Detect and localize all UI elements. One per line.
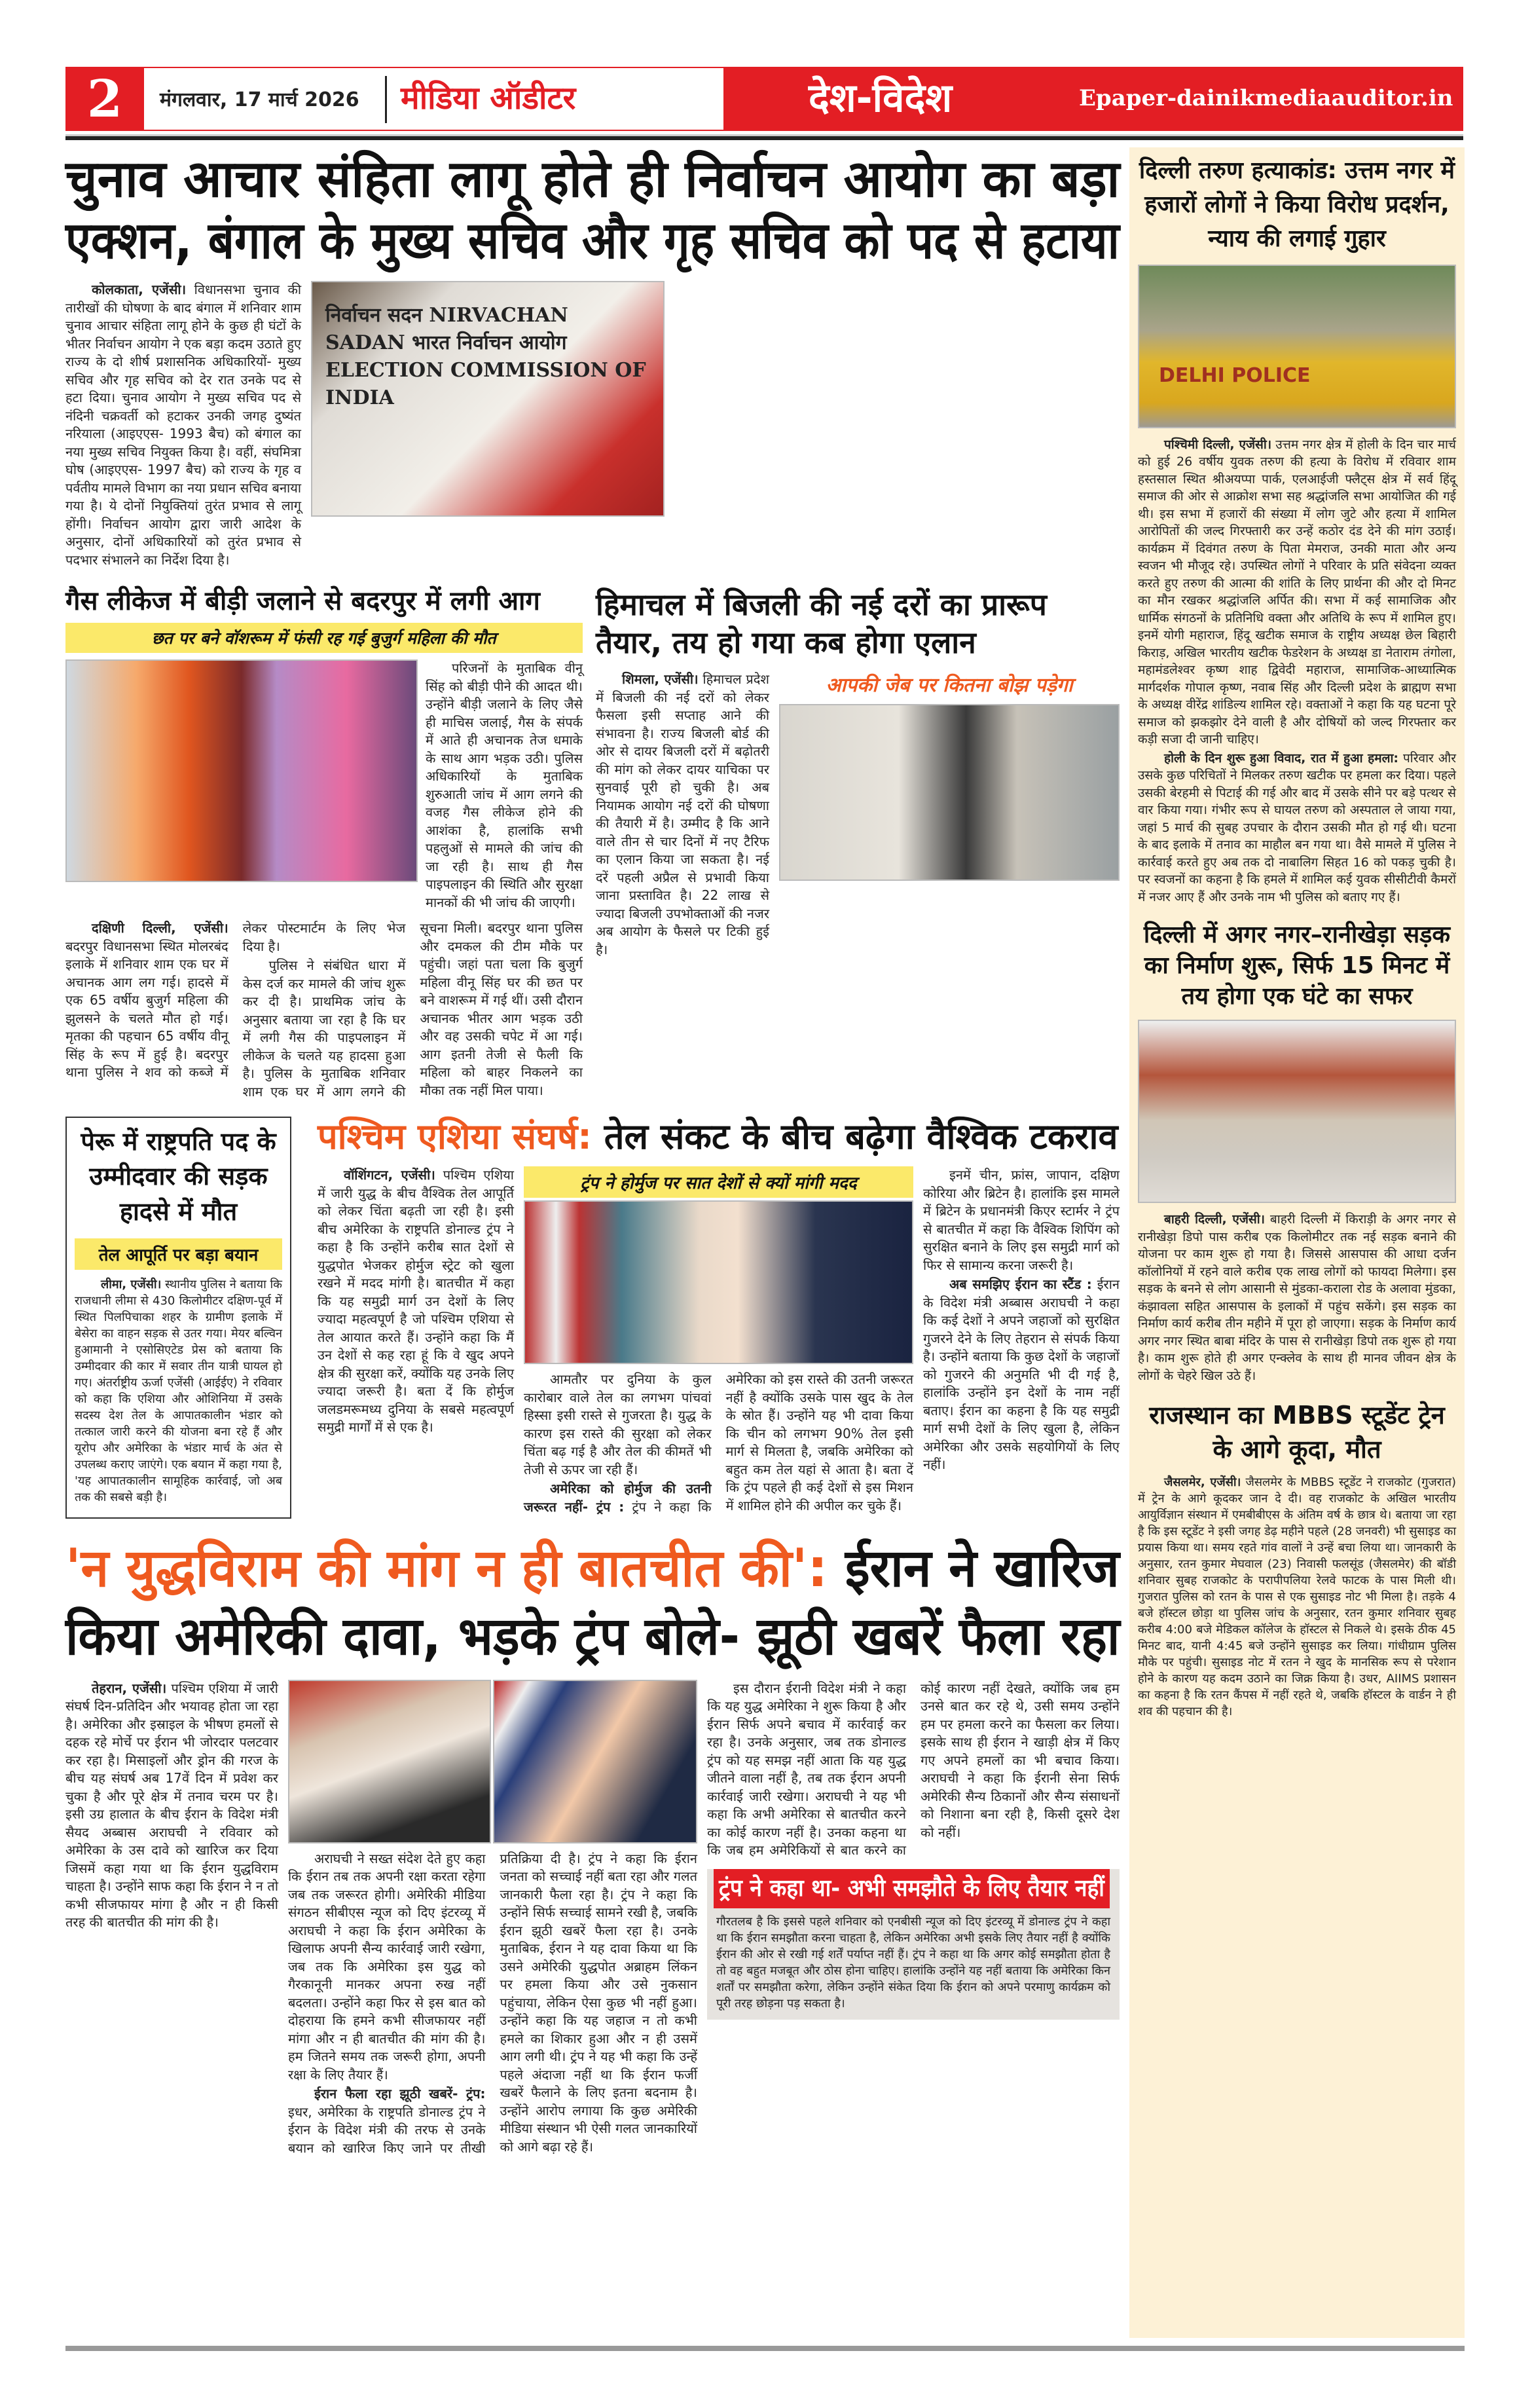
peru-westasia-row: [65, 1117, 1120, 1519]
fire-and-victim-photo: [65, 659, 418, 882]
peru-headline: पेरू में राष्ट्रपति पद के उम्मीदवार की सड़क हादसे में मौत: [81, 1127, 276, 1226]
article-text: हिमाचल प्रदेश में बिजली की नई दरों को लेकर फैसला इसी सप्ताह आने की संभावना है। राज्य बिजली बोर्ड की ओर से दायर बिजली दरों में बढ़ोतरी की मांग को लेकर दायर याचिका पर सुनवाई पूरी हो चुकी है। अब नियामक आयोग नई दरों की घोषणा की तैयारी में है। उम्मीद है कि आने वाले तीन से चार दिनों में नए टैरिफ का एलान किया जा सकता है। नई दरें पहली अप्रैल से प्रभावी किया जाना प्रस्तावित है। 22 लाख से ज्यादा बिजली उपभोक्ताओं की नजर अब आयोग के फैसले पर टिकी हुई है।: [596, 671, 769, 957]
masthead-rule: [65, 134, 1463, 140]
site-link-wrap: [55, 85, 1453, 111]
lead-headline-line1: चुनाव आचार संहिता लागू होते ही निर्वाचन आयोग का बड़ा: [65, 150, 1120, 209]
main-news-area: [65, 149, 1120, 2157]
lead-headline: [65, 149, 1120, 272]
barricade-text: DELHI POLICE: [1159, 363, 1311, 387]
iran-right: [707, 1680, 1120, 1860]
subhead: होली के दिन शुरू हुआ विवाद, रात में हुआ हमला:: [1164, 750, 1398, 766]
headline-line2: किया अमेरिकी दावा, भड़के ट्रंप बोले- झूठी खबरें फैला रहा: [65, 1605, 1120, 1667]
gas-headline-wrap: [65, 586, 583, 616]
subhead: ईरान फैला रहा झूठी खबरें- ट्रंप:: [314, 2086, 486, 2102]
headline-main: ईरान ने खारिज: [845, 1537, 1120, 1599]
himachal-article: [596, 671, 769, 960]
himachal-photo-block: [779, 671, 1120, 881]
dateline: तेहरान, एजेंसी।: [92, 1680, 167, 1696]
dateline: कोलकाता, एजेंसी।: [92, 282, 187, 298]
gas-photo-row: [65, 659, 583, 913]
iran-headline-line2-wrap: [65, 1602, 1120, 1671]
trump-photo-caption: ट्रंप ने होर्मुज पर सात देशों से क्यों मांगी मदद: [580, 1174, 857, 1194]
headline-main: तेल संकट के बीच बढ़ेगा वैश्विक टकराव: [604, 1116, 1118, 1158]
masthead-bar: [65, 67, 1463, 131]
road-construction-photo: [1138, 1020, 1456, 1203]
issue-date: मंगलवार, 17 मार्च 2026: [160, 88, 359, 111]
araghchi-photo: [288, 1680, 491, 1843]
west-asia-headline: [318, 1117, 1120, 1157]
delhi-police-barricade-photo: [1138, 265, 1456, 428]
dateline: लीमा, एजेंसी।: [101, 1277, 162, 1291]
article-text: ट्रंप ने कहा कि अमेरिका को इस रास्ते की उतनी जरूरत नहीं है क्योंकि उसके पास खुद के तेल के स्रोत हैं। उन्होंने यह भी दावा किया कि चीन को लगभग 90% तेल इसी मार्ग से मिलता है, जबकि अमेरिका को बहुत कम तेल यहां से आता है। बता दें कि ट्रंप पहले ही कई देशों से इस मिशन में शामिल होने की अपील कर चुके हैं।: [632, 1371, 913, 1515]
box-title: ट्रंप ने कहा था- अभी समझौते के लिए तैयार नहीं: [719, 1874, 1104, 1902]
west-asia-cols: [318, 1166, 1120, 1516]
west-asia-mid: [524, 1371, 913, 1516]
delhi-headline: दिल्ली तरुण हत्याकांड: उत्तम नगर में हजारों लोगों ने किया विरोध प्रदर्शन, न्याय की लगाई गुहार: [1139, 157, 1455, 253]
iran-headline-line1: [65, 1534, 1120, 1602]
article-text: परिजनों के मुताबिक वीनू सिंह को बीड़ी पीने की आदत थी। उन्होंने बीड़ी जलाने के लिए जैसे ही माचिस जलाई, गैस के संपर्क में आते ही अचानक तेज धमाके के साथ आग भड़क उठी। पुलिस अधिकारियों के मुताबिक शुरुआती जांच में आग लगने की वजह गैस लीकेज होने की आशंका है, हालांकि सभी पहलुओं से मामले की जांच की जा रही है। साथ ही गैस पाइपलाइन की स्थिति और सुरक्षा मानकों की भी जांच की जाएगी।: [426, 660, 583, 910]
iran-photos: [288, 1680, 697, 1843]
headline-quote: 'न युद्धविराम की मांग न ही बातचीत की':: [65, 1537, 828, 1599]
article-text: पश्चिम एशिया में जारी संघर्ष दिन-प्रतिदिन और भयावह होता जा रहा है। अमेरिका और इस्राइल के भीषण हमलों से दहक रहे मोर्चे पर ईरान भी जोरदार पलटवार कर रहा है। मिसाइलों और ड्रोन की गरज के बीच यह संघर्ष अब 17वें दिन में प्रवेश कर चुका है और पूरे क्षेत्र में तनाव चरम पर है। इसी उग्र हालात के बीच ईरान के विदेश मंत्री सैयद अब्बास अराघची ने रविवार को अमेरिका के उस दावे को खारिज कर दिया जिसमें कहा गया था कि ईरान युद्धविराम चाहता है। उन्होंने साफ कहा कि ईरान ने न तो कभी सीजफायर मांगा है और न ही किसी तरह की बातचीत की मांग की है।: [65, 1680, 278, 1931]
gas-subhead-wrap: [65, 623, 583, 653]
subhead: अब समझिए ईरान का स्टैंड :: [949, 1276, 1092, 1293]
dateline: वॉशिंगटन, एजेंसी।: [344, 1167, 435, 1183]
west-asia-col1: [318, 1166, 514, 1438]
trump-portrait-photo: [493, 1680, 697, 1843]
article-text: पश्चिम एशिया में जारी युद्ध के बीच वैश्विक तेल आपूर्ति को लेकर चिंता बढ़ती जा रही है। इसी बीच अमेरिका के राष्ट्रपति डोनाल्ड ट्रंप ने कहा है कि उन्होंने करीब सात देशों से युद्धपोत भेजकर होर्मुज स्ट्रेट को खुला रखने में मदद मांगी है। बातचीत में कहा कि यह समुद्री मार्ग उन देशों के लिए ज्यादा महत्वपूर्ण है जो पश्चिम एशिया से तेल आयात करते हैं। उन्होंने कहा कि मैं उन देशों से कह रहा हूं कि वे खुद अपने क्षेत्र की सुरक्षा करें, क्योंकि यह उनके लिए ज्यादा जरूरी है। बता दें कि होर्मुज जलडमरूमध्य दुनिया के सबसे महत्वपूर्ण समुद्री मार्गों में से एक है।: [318, 1167, 514, 1436]
subhead: अमेरिका को होर्मुज की उतनी जरूरत नहीं- ट्रंप :: [524, 1481, 712, 1515]
iran-headline: [65, 1534, 1120, 1671]
article-text: इधर, अमेरिका के राष्ट्रपति डोनाल्ड ट्रंप ने ईरान के विदेश मंत्री की तरफ से उनके बयान को खारिज किए जाने पर तीखी प्रतिक्रिया दी है। ट्रंप ने कहा कि ईरान जनता को सच्चाई नहीं बता रहा और गलत जानकारी फैला रहा है। ट्रंप ने कहा कि उन्होंने सिर्फ सच्चाई सामने रखी है, जबकि ईरान झूठी खबरें फैला रहा है। उनके मुताबिक, ईरान ने यह दावा किया था कि उसने अमेरिकी युद्धपोत अब्राहम लिंकन पर हमला किया और उसे नुकसान पहुंचाया, लेकिन ऐसा कुछ भी नहीं हुआ। उन्होंने कहा कि यह जहाज न तो कभी हमले का शिकार हुआ और न ही उसमें आग लगी थी। ट्रंप ने यह भी कहा कि उन्हें पहले अंदाजा नहीं था कि ईरान फर्जी खबरें फैलाने के लिए इतना बदनाम है। उन्होंने आरोप लगाया कि कुछ अमेरिकी मीडिया संस्थान भी ऐसी गलत जानकारियों को आगे बढ़ा रहे हैं।: [288, 1850, 697, 2156]
article-text: बाहरी दिल्ली में किराड़ी के अगर नगर से रानीखेड़ा डिपो पास करीब एक किलोमीटर तक नई सड़क बनाने की योजना पर काम शुरू हो गया है। जिससे आसपास की आधा दर्जन कॉलोनियों में रहने वाले करीब एक लाख लोगों को फायदा मिलेगा। इस सड़क के बनने से लोग आसानी से मुंडका-कराला रोड के अलावा मुंडका, कंझावला सहित आसपास के इलाकों में पहुंच सकेंगे। इस सड़क का निर्माण कार्य करीब तीन महीने में पूरा हो जाएगा। सड़क के निर्माण कार्य अगर नगर स्थित बाबा मंदिर के पास से रानीखेड़ा डिपो तक शुरू हो गया है। काम शुरू होते ही अगर एन्क्लेव के साथ ही मानव जीवन क्षेत्र के लोगों के चेहरे खिल उठे हैं।: [1138, 1212, 1457, 1383]
dateline: दक्षिणी दिल्ली, एजेंसी।: [92, 920, 228, 936]
gas-subhead: छत पर बने वॉशरूम में फंसी रह गई बुजुर्ग महिला की मौत: [152, 629, 496, 648]
article-text: पुलिस ने संबंधित धारा में केस दर्ज कर मामले की जांच शुरू कर दी है। प्राथमिक जांच के अनुसार बताया जा रहा है कि घर में लगी गैस की पाइपलाइन में लीकेज के चलते यह हादसा हुआ है। पुलिस के मुताबिक शनिवार शाम एक घर में आग लगने की सूचना मिली। बदरपुर थाना पुलिस और दमकल की टीम मौके पर पहुंची। जहां पता चला कि बुजुर्ग महिला वीनू सिंह घर की छत पर बने वाशरूम में गई थीं। उसी दौरान अचानक भीतर आग भड़क उठी और वह उसकी चपेट में आ गई। आग इतनी तेजी से फैली कि महिला को बाहर निकलने का मौका तक नहीं मिल पाया।: [242, 920, 583, 1100]
iran-story-row: [65, 1680, 1120, 2158]
iran-mid: [288, 1850, 697, 2158]
iran-mid-block: [288, 1680, 697, 2158]
delhi-article: [1138, 436, 1456, 908]
article-text: उत्तम नगर क्षेत्र में होली के दिन चार मार्च को हुई 26 वर्षीय युवक तरुण की हत्या के विरोध में रविवार शाम हस्तसाल स्थित श्रीअयप्पा पार्क, एलआईजी फ्लैट्स क्षेत्र में सर्व हिंदू समाज की ओर से आक्रोश सभा सह श्रद्धांजलि सभा आयोजित की गई थी। इस सभा में हजारों की संख्या में लोग जुटे और हत्या में शामिल आरोपितों की जल्द गिरफ्तारी कर उन्हें कठोर दंड देने की मांग उठाई। कार्यक्रम में दिवंगत तरुण के पिता मेमराज, उनकी माता और अन्य स्वजन भी मौजूद रहे। उपस्थित लोगों ने परिवार के प्रति संवेदना व्यक्त करते हुए तरुण की आत्मा की शांति के लिए प्रार्थना की और दो मिनट का मौन रखकर श्रद्धांजलि अर्पित की। सभा में कई सामाजिक और धार्मिक संगठनों के प्रतिनिधि वक्ता और अतिथि के रूप में शामिल हुए। इनमें योगी महाराज, हिंदू खटीक समाज के राष्ट्रीय अध्यक्ष छेल बिहारी किराड़, अखिल भारतीय खटीक फेडरेशन के अध्यक्ष डा नेताराम तंगोला, महामंडलेश्वर कृष्ण शाह द्विवेदी महाराज, सामाजिक-आध्यात्मिक मार्गदर्शक गोपाल कृष्ण, नवाब सिंह और दिल्ली प्रदेश के ब्राह्मण सभा के अध्यक्ष वीरेंद्र शांडिल्य शामिल रहे। वक्ताओं ने कहा कि यह घटना पूरे समाज को झकझोर देने वाली है और दोषियों को जल्द गिरफ्तार कर कड़ी सजा दी जानी चाहिए।: [1138, 437, 1456, 747]
page-bottom-rule: [65, 2346, 1465, 2351]
mbbs-article: [1138, 1474, 1456, 1721]
peru-subhead: तेल आपूर्ति पर बड़ा बयान: [75, 1238, 282, 1270]
article-text: इस दौरान ईरानी विदेश मंत्री ने कहा कि यह युद्ध अमेरिका ने शुरू किया है और ईरान सिर्फ अपने बचाव में कार्रवाई कर रहा है। उनके अनुसार, जब तक डोनाल्ड ट्रंप को यह समझ नहीं आता कि यह युद्ध जीतने वाला नहीं है, तब तक ईरान अपनी कार्रवाई जारी रखेगा। अराघची ने यह भी कहा कि अभी अमेरिका से बातचीत करने का कोई कारण नहीं है। उनका कहना था कि जब हम अमेरिकियों से बात करने का कोई कारण नहीं देखते, क्योंकि जब हम उनसे बात कर रहे थे, उसी समय उन्होंने हम पर हमला करने का फैसला कर लिया। इसके साथ ही ईरान ने खाड़ी क्षेत्र में किए गए अपने हमलों का भी बचाव किया। अराघची ने कहा कि ईरानी सेना सिर्फ अमेरिकी सैन्य ठिकानों और सैन्य संसाधनों को निशाना बना रही है, किसी दूसरे देश को नहीं।: [707, 1680, 1120, 1859]
page-number: 2: [86, 69, 123, 129]
article-text: बदरपुर विधानसभा स्थित मोलरबंद इलाके में शनिवार शाम एक घर में अचानक आग लग गई। हादसे में एक 65 वर्षीय बुजुर्ग महिला की झुलसने के चलते मौत हो गई। मृतका की पहचान 65 वर्षीय वीनू सिंह के रूप में हुई है। बदरपुर थाना पुलिस ने शव को कब्जे में लेकर पोस्टमार्टम के लिए भेज दिया है।: [65, 920, 406, 1081]
lead-story-row: [65, 281, 1120, 570]
lead-headline-line1-wrap: [65, 149, 1120, 211]
site-link[interactable]: Epaper-dainikmediaauditor.in: [1079, 85, 1453, 111]
gas-article-right: [426, 659, 583, 913]
article-text: स्थानीय पुलिस ने बताया कि राजधानी लीमा से 430 किलोमीटर दक्षिण-पूर्व में स्थित पिलपिचाका शहर के ग्रामीण इलाके में बेसेरा का वाहन सड़क से उतर गया। मेयर बल्विन हुआमानी ने एसोसिएटेड प्रेस को बताया कि उम्मीदवार की कार में सवार तीन यात्री घायल हो गए। अंतर्राष्ट्रीय ऊर्जा एजेंसी (आईईए) ने रविवार को कहा कि एशिया और ओशिनिया में उसके सदस्य देश तेल के आपातकालीन भंडार को तत्काल जारी करने की योजना बना रहे हैं और यूरोप और अमेरिका के भंडार मार्च के अंत से उपलब्ध कराए जाएंगे। एक बयान में कहा गया है, 'यह आपातकालीन सामूहिक कार्रवाई, जो अब तक की सबसे बड़ी है।: [75, 1277, 282, 1504]
west-asia-col4: [923, 1166, 1120, 1475]
election-commission-photo: [311, 281, 665, 517]
road-headline: दिल्ली में अगर नगर–रानीखेड़ा सड़क का निर्माण शुरू, सिर्फ 15 मिनट में तय होगा एक घंटे का सफर: [1143, 921, 1451, 1010]
trump-photo: [524, 1200, 913, 1364]
himachal-body-row: [596, 671, 1120, 960]
electricity-meter-photo: [779, 704, 1120, 881]
article-text: विधानसभा चुनाव की तारीखों की घोषणा के बाद बंगाल में शनिवार शाम चुनाव आचार संहिता लागू होने के कुछ ही घंटों के भीतर निर्वाचन आयोग ने एक बड़ा कदम उठाते हुए राज्य के दो शीर्ष प्रशासनिक अधिकारियों- मुख्य सचिव और गृह सचिव को देर रात उनके पद से हटा दिया। चुनाव आयोग ने मुख्य सचिव पद से नंदिनी चक्रवर्ती को हटाकर उनकी जगह दुष्यंत नरियाला (आइएएस- 1993 बैच) को बंगाल का नया मुख्य सचिव नियुक्त किया है। वहीं, संघमित्रा घोष (आइएएस- 1997 बैच) को राज्य के गृह व पर्वतीय मामले विभाग का नया प्रधान सचिव बनाया गया है। ये दोनों नियुक्तियां तुरंत प्रभाव से लागू होंगी। निर्वाचन आयोग द्वारा जारी आदेश के अनुसार, दोनों अधिकारियों को तुरंत प्रभाव से पदभार संभालने का निर्देश दिया है।: [65, 282, 302, 568]
west-asia-story: [318, 1117, 1120, 1516]
gas-story: [65, 586, 583, 1101]
box-title-wrap: [714, 1869, 1110, 1908]
article-text: जैसलमेर के MBBS स्टूडेंट ने राजकोट (गुजरात) में ट्रेन के आगे कूदकर जान दे दी। वह राजकोट के अखिल भारतीय आयुर्विज्ञान संस्थान में एमबीबीएस के अंतिम वर्ष के छात्र थे। बताया जा रहा है कि इस स्टूडेंट ने इसी जगह डेढ़ महीने पहले (28 जनवरी) भी सुसाइड का प्रयास किया था। समय रहते गांव वालों ने उन्हें बचा लिया था। जानकारी के अनुसार, रतन कुमार मेघवाल (23) निवासी फलसूंड (जैसलमेर) की बॉडी शनिवार सुबह राजकोट के परापीपलिया रेलवे फाटक के पास मिली थी। गुजरात पुलिस को रतन के पास से एक सुसाइड नोट भी मिला है। तड़के 4 बजे हॉस्टल छोड़ा था पुलिस जांच के अनुसार, रतन कुमार शनिवार सुबह करीब 4:00 बजे मेडिकल कॉलेज के हॉस्टल से निकले थे। इसके ठीक 45 मिनट बाद, यानी 4:45 बजे उन्होंने सुसाइड कर लिया। गांधीग्राम पुलिस मौके पर पहुंची। सुसाइड नोट में रतन ने खुद के मानसिक रूप से परेशान होने के कारण यह कदम उठाने का जिक्र किया है। उधर, AIIMS प्रशासन का कहना है कि रतन कैंपस में नहीं रहते थे, जबकि हॉस्टल के वार्डन ने ही शव की पहचान की है।: [1138, 1475, 1456, 1719]
himachal-subhead: आपकी जेब पर कितना बोझ पड़ेगा: [826, 674, 1073, 697]
article-text: परिवार और उसके कुछ परिचितों ने मिलकर तरुण खटीक पर हमला कर दिया। पहले उसकी बेरहमी से पिटाई की गई और बाद में उसके सीने पर बड़े पत्थर से वार किया गया। गंभीर रूप से घायल तरुण को अस्पताल ले जाया गया, जहां 5 मार्च की सुबह उपचार के दौरान उसकी मौत हो गई थी। घटना के बाद इलाके में तनाव का माहौल बन गया था। वैसे मामले में पुलिस ने कार्रवाई करते हुए अब तक दो नाबालिग सिहत 16 को पकड़ चुकी है। पर स्वजनों का कहना है कि हमले में शामिल कई युवक सीसीटीवी कैमरों में नजर आए हैं और उनके नाम भी पुलिस को बताए गए हैं।: [1138, 750, 1456, 904]
lead-headline-line2: एक्शन, बंगाल के मुख्य सचिव और गृह सचिव को पद से हटाया: [65, 211, 1120, 270]
road-article: [1138, 1211, 1456, 1386]
trump-deal-box: [707, 1869, 1120, 2020]
himachal-headline: हिमाचल में बिजली की नई दरों का प्रारूप तैयार, तय हो गया कब होगा एलान: [596, 587, 1047, 660]
dateline: पश्चिमी दिल्ली, एजेंसी।: [1164, 437, 1272, 452]
article-text: इनमें चीन, फ्रांस, जापान, दक्षिण कोरिया और ब्रिटेन है। हालांकि इस मामले में ब्रिटेन के प्रधानमंत्री किएर स्टार्मर ने ट्रंप से बातचीत में कहा कि वैश्विक शिपिंग को सुरक्षित बनाने के लिए इस समुद्री मार्ग को फिर से सामान्य करना जरूरी है।: [923, 1167, 1120, 1273]
iran-col1: [65, 1680, 278, 1933]
mbbs-headline: राजस्थान का MBBS स्टूडेंट ट्रेन के आगे कूदा, मौत: [1149, 1401, 1445, 1464]
right-column: [1129, 147, 1465, 2338]
lead-headline-line2-wrap: [65, 211, 1120, 272]
himachal-story: [596, 586, 1120, 960]
west-asia-mid-block: [524, 1166, 913, 1516]
newspaper-logo: मीडिया ऑडीटर: [401, 80, 576, 117]
gas-himachal-row: [65, 586, 1120, 1101]
box-text: गौरतलब है कि इससे पहले शनिवार को एनबीसी न्यूज को दिए इंटरव्यू में डोनाल्ड ट्रंप ने कहा था कि ईरान समझौता करना चाहता है, लेकिन अमेरिका अभी इसके लिए तैयार नहीं है क्योंकि ईरान की ओर से रखी गई शर्तें पर्याप्त नहीं हैं। ट्रंप ने कहा था कि अगर कोई समझौता होता है तो वह बहुत मजबूत और ठोस होना चाहिए। हालांकि उन्होंने यह नहीं बताया कि अमेरिका किन शर्तों पर समझौता करेगा, लेकिन उन्होंने संकेत दिया कि ईरान को अपने परमाणु कार्यक्रम को पूरी तरह छोड़ना पड़ सकता है।: [716, 1914, 1110, 2010]
dateline: जैसलमेर, एजेंसी।: [1164, 1475, 1241, 1490]
gas-headline: गैस लीकेज में बीड़ी जलाने से बदरपुर में लगी आग: [65, 586, 540, 617]
article-text: आमतौर पर दुनिया के कुल कारोबार वाले तेल का लगभग पांचवां हिस्सा इसी रास्ते से गुजरता है। युद्ध के कारण इस रास्ते की सुरक्षा को लेकर चिंता बढ़ गई है और तेल की कीमतें भी तेजी से ऊपर जा रही हैं।: [524, 1371, 712, 1477]
article-text: ईरान के विदेश मंत्री अब्बास अराघची ने कहा कि कई देशों ने अपने जहाजों को सुरक्षित गुजरने देने के लिए तेहरान से संपर्क किया है। उन्होंने बताया कि कुछ देशों के जहाजों को गुजरने की अनुमति भी दी गई है, हालांकि उन्होंने इन देशों के नाम नहीं बताए। ईरान का कहना है कि यह समुद्री मार्ग सभी देशों के लिए खुला है, लेकिन अमेरिका और उसके सहयोगियों के लिए नहीं।: [923, 1276, 1120, 1473]
article-text: अराघची ने सख्त संदेश देते हुए कहा कि ईरान तब तक अपनी रक्षा करता रहेगा जब तक जरूरत होगी। अमेरिकी मीडिया संगठन सीबीएस न्यूज को दिए इंटरव्यू में अराघची ने कहा कि ईरान अमेरिका के खिलाफ अपनी सैन्य कार्रवाई जारी रखेगा, जब तक कि अमेरिका इस युद्ध को गैरकानूनी मानकर अपना रुख नहीं बदलता। उन्होंने कहा फिर से इस बात को दोहराया कि हमने कभी सीजफायर नहीं मांगा और न ही बातचीत की मांग की है। हम जितने समय तक जरूरी होगा, अपनी रक्षा के लिए तैयार हैं।: [288, 1850, 486, 2083]
dateline: बाहरी दिल्ली, एजेंसी।: [1164, 1212, 1265, 1227]
lead-article-col1: [65, 281, 301, 570]
peru-story-box: [65, 1117, 291, 1519]
trump-photo-caption-wrap: [524, 1166, 913, 1198]
dateline: शिमला, एजेंसी।: [622, 671, 699, 688]
gas-article-cols: [65, 919, 583, 1101]
section-title: देश-विदेश: [809, 75, 953, 121]
headline-kicker: पश्चिम एशिया संघर्ष:: [318, 1116, 592, 1158]
photo-signage-text: निर्वाचन सदन NIRVACHAN SADAN भारत निर्वाचन आयोग ELECTION COMMISSION OF INDIA: [325, 304, 646, 410]
iran-right-block: [707, 1680, 1120, 2020]
